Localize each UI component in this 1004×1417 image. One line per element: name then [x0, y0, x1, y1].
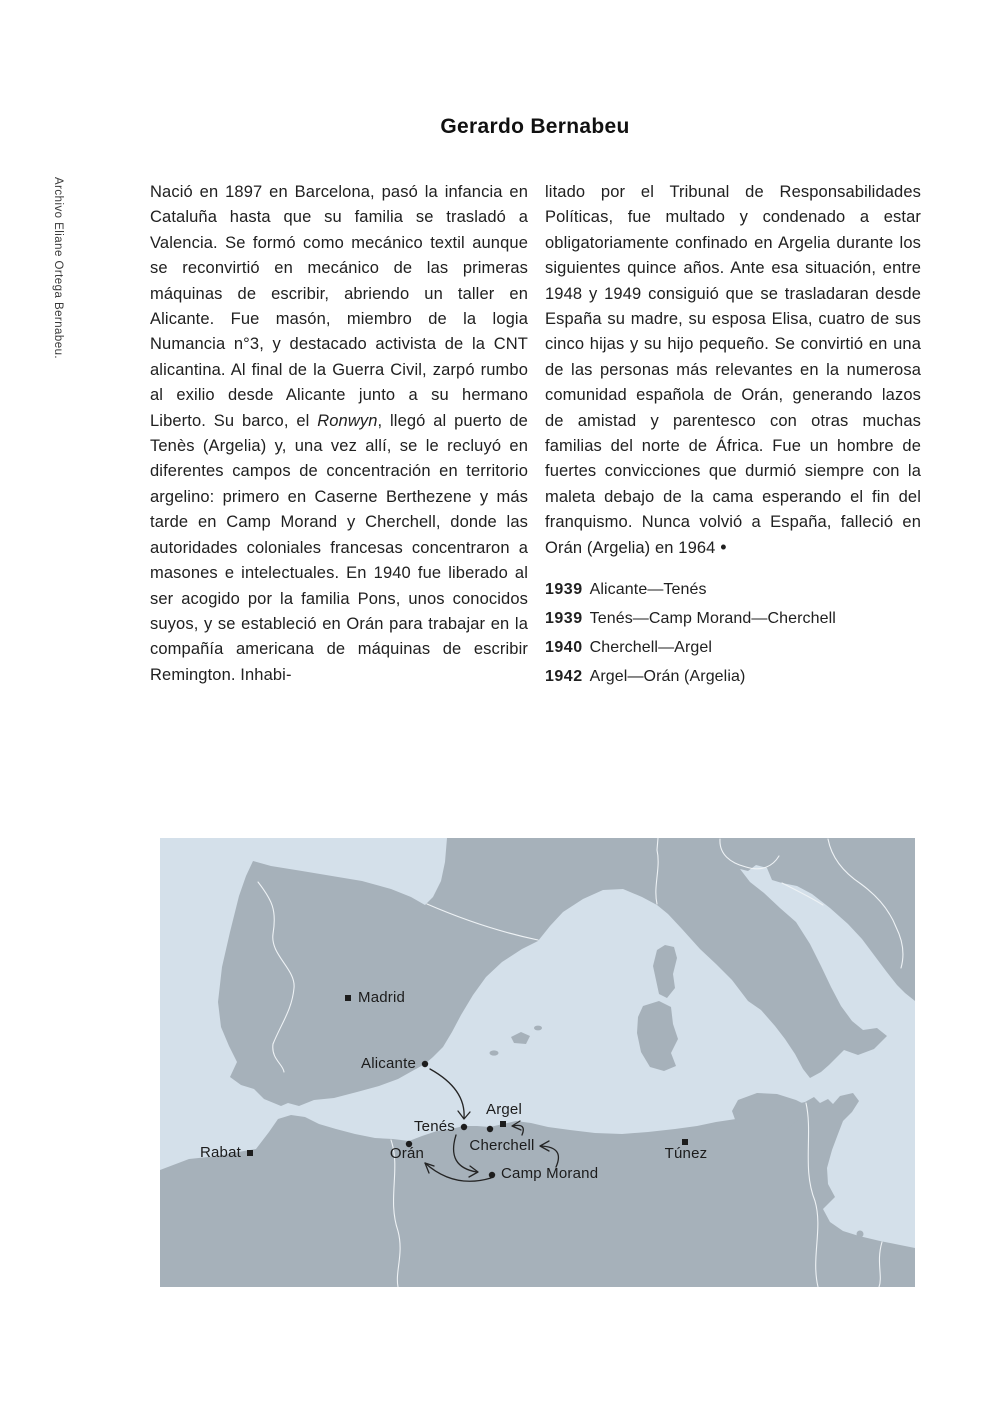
end-bullet: •: [720, 536, 727, 557]
map-svg: [160, 838, 915, 1287]
timeline-route: Cherchell—Argel: [589, 639, 713, 657]
timeline-year: 1940: [545, 639, 583, 657]
map-marker-alicante: [422, 1061, 428, 1067]
mediterranean-map: [160, 838, 915, 1287]
timeline-entry: [545, 604, 921, 633]
map-marker-tenes: [461, 1124, 467, 1130]
timeline-entry: [545, 662, 921, 691]
island-djerba: [857, 1231, 864, 1238]
map-marker-madrid: [345, 995, 351, 1001]
page-title: Gerardo Bernabeu: [440, 115, 630, 139]
map-label-cherchell: Cherchell: [469, 1136, 535, 1154]
timeline-route: Alicante—Tenés: [589, 581, 707, 599]
map-marker-camp-morand: [489, 1172, 495, 1178]
article-column-right: [545, 180, 921, 691]
map-label-rabat: Rabat: [199, 1143, 241, 1161]
map-marker-rabat: [247, 1150, 253, 1156]
map-marker-cherchell: [487, 1126, 493, 1132]
map-label-tenes: Tenés: [413, 1117, 455, 1135]
ship-name-italic: Ronwyn: [317, 411, 378, 430]
article-paragraph-right: [545, 180, 921, 561]
timeline-year: 1942: [545, 668, 583, 686]
timeline-entry: [545, 633, 921, 662]
map-label-tunez: Túnez: [664, 1144, 708, 1162]
timeline-year: 1939: [545, 581, 583, 599]
article-text-left-1: Nació en 1897 en Barcelona, pasó la infancia en Cataluña hasta que su familia se trasladó a Valencia. Se formó como mecánico textil aunque se reconvirtió en mecánico de las primeras máquinas de escribir, abriendo un taller en Alicante. Fue masón, miembro de la logia Numancia n°3, y destacado activista de la CNT alicantina. Al final de la Guerra Civil, zarpó rumbo al exilio desde Alicante junto a su hermano Liberto. Su barco, el: [150, 183, 528, 430]
island-malta: [787, 1166, 791, 1170]
map-label-argel: Argel: [485, 1100, 523, 1118]
photo-credit-vertical: Archivo Eliane Ortega Bernabeu.: [52, 177, 64, 360]
island-ibiza: [490, 1050, 499, 1055]
timeline-year: 1939: [545, 610, 583, 628]
map-marker-argel: [500, 1121, 506, 1127]
island-menorca: [534, 1026, 542, 1031]
article-column-left: [150, 180, 528, 688]
timeline-route: Tenés—Camp Morand—Cherchell: [589, 610, 836, 628]
map-label-oran: Orán: [389, 1144, 425, 1162]
map-label-camp-morand: Camp Morand: [501, 1164, 599, 1182]
timeline-entry: [545, 575, 921, 604]
timeline: [545, 575, 921, 691]
map-label-alicante: Alicante: [361, 1054, 416, 1072]
article-text-right: litado por el Tribunal de Responsabilidades Políticas, fue multado y condenado a estar obligatoriamente confinado en Argelia durante los siguientes quince años. Ante esa situación, entre 1948 y 1949 consiguió que se trasladaran desde España su madre, su esposa Elisa, cuatro de sus cinco hijas y su hijo pequeño. Se convirtió en una de las personas más relevantes en la numerosa comunidad española de Orán, generando lazos de amistad y parentesco con otras muchas familias del norte de África. Fue un hombre de fuertes convicciones que durmió siempre con la maleta debajo de la cama esperando el fin del franquismo. Nunca volvió a España, falleció en Orán (Argelia) en 1964: [545, 183, 921, 557]
island-pantelleria: [779, 1153, 782, 1156]
timeline-route: Argel—Orán (Argelia): [589, 668, 746, 686]
map-label-madrid: Madrid: [358, 988, 406, 1006]
article-text-left-2: , llegó al puerto de Tenès (Argelia) y, una vez allí, se le recluyó en diferentes campos de concentración en territorio argelino: primero en Caserne Berthezene y más tarde en Camp Morand y Cherchell, donde las autoridades coloniales francesas concentraron a masones e intelectuales. En 1940 fue liberado al ser acogido por la familia Pons, unos conocidos suyos, y se estableció en Orán para trabajar en la compañía americana de máquinas de escribir Remington. Inhabi-: [150, 411, 528, 684]
